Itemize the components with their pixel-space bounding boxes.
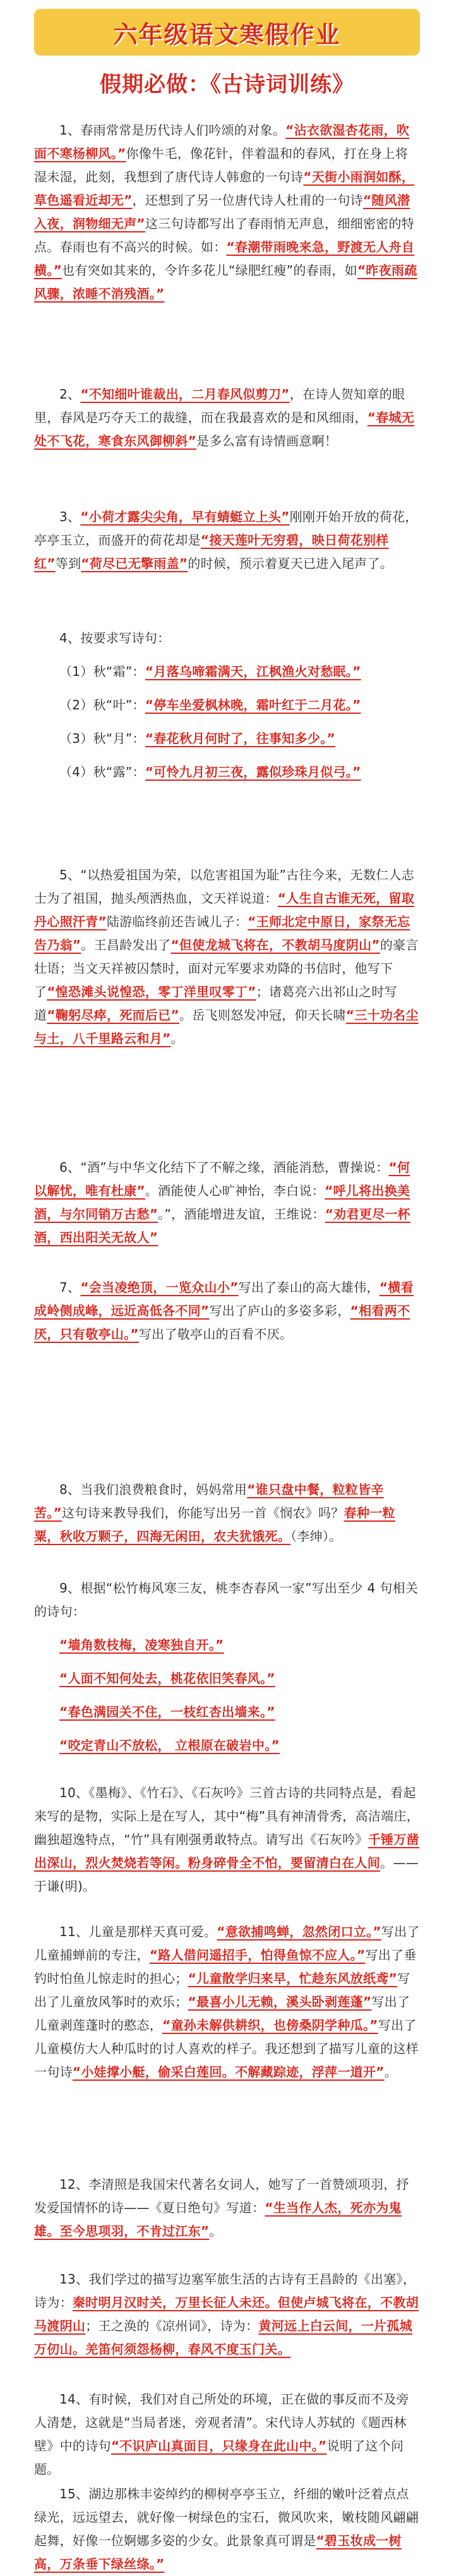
poem-answer: 秦时明月汉时关，万里长征人未还。但使卢城飞将在，不教胡马渡阴山 — [34, 2295, 419, 2333]
poem-answer: “人生自古谁无死，留取丹心照汗青” — [34, 891, 415, 929]
poem-answer: “何以解忧，唯有杜康” — [34, 1160, 410, 1198]
question-text: 10、《墨梅》、《竹石》、《石灰吟》三首古诗的共同特点是，看起来写的是物，实际上是在写人，其中“梅”具有神清骨秀，高洁端庄，幽独超逸特点，“竹”具有刚强勇敢特点。请写出《石灰吟》 — [34, 1785, 420, 1847]
poem-answer: “会当凌绝顶，一览众山小” — [80, 1280, 239, 1295]
question-2 — [34, 383, 420, 453]
question-text: 写出了儿童模仿大人种瓜时的讨人喜欢的样子。我还想到了描写儿童的这样一句诗 — [34, 2018, 419, 2079]
poem-answer: “人面不知何处去，桃花依旧笑春风。” — [59, 1671, 275, 1686]
poem-answer: “小娃撑小艇，偷采白莲回。不解藏踪迹，浮萍一道开” — [72, 2064, 385, 2079]
question-text: 。——于谦(明)。 — [34, 1855, 419, 1894]
question-9 — [34, 1577, 420, 1757]
answer-line — [34, 761, 420, 784]
question-text: 8、当我们浪费粮食时，妈妈常用 — [59, 1482, 248, 1497]
poem-answer: “鞠躬尽瘁，死而后已” — [47, 1008, 179, 1023]
question-14 — [34, 2388, 420, 2481]
item-label: （3）秋“月”： — [59, 731, 145, 746]
question-text: 是多么富有诗情画意啊！ — [196, 433, 338, 448]
question-10 — [34, 1781, 420, 1898]
question-text: 13、我们学过的描写边塞军旅生活的古诗有王昌龄的《出塞》，诗为： — [34, 2272, 416, 2310]
question-text: 14、有时候，我们对自己所处的环境，正在做的事反而不及旁人清楚，这就是“当局者迷，旁观者清”。宋代诗人苏轼的《题西林壁》中的诗句 — [34, 2392, 409, 2453]
poem-answer: “最喜小儿无赖，溪头卧剥莲蓬” — [188, 1994, 372, 2009]
answer-line — [34, 660, 420, 683]
question-text: ，还想到了另一位唐代诗人杜甫的一句诗 — [132, 193, 363, 208]
poem-answer: “天街小雨润如酥，草色遥看近却无” — [34, 169, 415, 208]
poem-answer: “童孙未解供耕织，也傍桑阴学种瓜。” — [162, 2018, 378, 2033]
question-text: 的豪言壮语；当文天祥被囚禁时，面对元军要求劝降的书信时，他写下了 — [34, 937, 419, 999]
poem-answer: “接天莲叶无穷碧，映日荷花别样红” — [34, 533, 389, 571]
poem-answer: “沾衣欲湿杏花雨，吹面不寒杨柳风。” — [34, 123, 410, 161]
poem-answer: “横看成岭侧成峰，远近高低各不同” — [34, 1280, 414, 1318]
poem-answer: “意欲捕鸣蝉，忽然闭口立。” — [217, 1924, 381, 1939]
poem-answer: “昨夜雨疏风骤，浓睡不消残酒。” — [34, 263, 417, 301]
question-text: 11、儿童是那样天真可爱。 — [59, 1924, 217, 1939]
question-text: ；王之涣的《凉州词》，诗为： — [85, 2318, 259, 2333]
question-text: 说明了这个问题。 — [34, 2438, 404, 2477]
question-text: 。 — [170, 1031, 184, 1046]
item-label: （4）秋“露”： — [59, 764, 145, 779]
item-label: （2）秋“叶”： — [59, 697, 145, 713]
question-text: ；诸葛亮六出祁山之时写道 — [34, 984, 398, 1023]
answer-line — [34, 694, 420, 717]
poem-answer: “王师北定中原日，家祭无忘告乃翁” — [34, 914, 410, 953]
poem-answer: “呼儿将出换美酒，与尔同销万古愁” — [34, 1183, 410, 1222]
question-text: 。 — [384, 2064, 398, 2079]
question-text: 这三句诗都写出了春雨悄无声息，细细密密的特点。春雨也有不高兴的时候。如： — [34, 216, 415, 255]
poem-answer: “春色满园关不住，一枝红杏出墙来。” — [59, 1704, 275, 1719]
poem-answer: “停车坐爱枫林晚，霜叶红于二月花。” — [145, 697, 361, 713]
page-subtitle: 假期必做：《古诗词训练》 — [100, 72, 354, 97]
poem-answer: “随风潜入夜，润物细无声” — [34, 193, 410, 231]
question-12 — [34, 2173, 420, 2243]
poem-answer: “不知细叶谁裁出，二月春风似剪刀” — [80, 387, 290, 402]
question-text: 2、 — [59, 387, 81, 402]
question-text: 。酒能使人心旷神怡，李白说： — [145, 1183, 325, 1198]
question-text: 。岳飞则怒发冲冠，仰天长啸 — [179, 1008, 346, 1023]
question-text: 6、“酒”与中华文化结下了不解之缘，酒能消愁，曹操说： — [59, 1160, 389, 1175]
poem-answer: “春花秋月何时了，往事知多少。” — [145, 731, 335, 746]
poem-answer: “墙角数枝梅，凌寒独自开。” — [59, 1637, 224, 1652]
question-text: 1、春雨常常是历代诗人们吟颂的对象。 — [59, 123, 286, 138]
question-text: 写出了儿童剥莲蓬时的憨态， — [34, 1994, 410, 2033]
poem-answer: “月落乌啼霜满天，江枫渔火对愁眠。” — [145, 664, 361, 679]
poem-answer: “可怜九月初三夜，露似珍珠月似弓。” — [145, 764, 361, 779]
question-text: 9、根据“松竹梅风寒三友，桃李杏春风一家”写出至少 4 句相关的诗句： — [34, 1580, 419, 1619]
answer-line — [34, 727, 420, 750]
question-text: （李绅）。 — [290, 1529, 342, 1544]
page-title: 六年级语文寒假作业 — [113, 20, 341, 49]
title-banner — [34, 9, 420, 56]
poem-answer: “儿童散学归来早，忙趁东风放纸鸢” — [188, 1971, 397, 1986]
question-text: 刚刚开始开放的荷花，亭亭玉立，而盛开的荷花却是 — [34, 509, 418, 548]
poem-answer: “咬定青山不放松， 立根原在破岩中。” — [59, 1738, 280, 1753]
question-text: 你像牛毛，像花针，伴着温和的春风，打在身上将湿未湿，此刻，我想到了唐代诗人韩愈的一句诗 — [34, 146, 409, 184]
poem-answer: “相看两不厌，只有敬亭山。” — [34, 1303, 410, 1342]
poem-answer: “春城无处不飞花，寒食东风御柳斜” — [34, 410, 415, 448]
question-8 — [34, 1478, 420, 1548]
question-11 — [34, 1920, 420, 2084]
question-5 — [34, 864, 420, 1050]
poem-answer: 春种一粒粟，秋收万颗子，四海无闲田，农夫犹饿死。 — [34, 1505, 395, 1544]
question-text: 等到 — [55, 556, 81, 571]
poem-answer: 黄河远上白云间，一片孤城万仞山。羌笛何须怨杨柳，春风不度玉门关。 — [34, 2318, 413, 2357]
question-text: 写出了垂钓时怕鱼儿惊走时的担心； — [34, 1947, 417, 1986]
poem-answer: “生当作人杰，死亦为鬼雄。至今思项羽，不肯过江东” — [34, 2200, 402, 2239]
poem-answer: “路人借问遥招手，怕得鱼惊不应人。” — [149, 1947, 366, 1963]
question-text: 3、 — [59, 509, 81, 524]
question-13 — [34, 2268, 420, 2361]
poem-answer: “惶恐滩头说惶恐，零丁洋里叹零丁” — [47, 984, 256, 999]
question-text: 。”，酒能增进友谊，王维说： — [158, 1207, 325, 1222]
question-text: 。王昌龄发出了 — [81, 937, 171, 953]
question-15 — [34, 2483, 420, 2576]
question-7 — [34, 1276, 420, 1346]
question-text: 4、按要求写诗句： — [59, 630, 170, 646]
question-text: 。 — [209, 2224, 222, 2239]
question-text: 写出了敬亭山的百看不厌。 — [138, 1327, 293, 1342]
question-text: 这句诗来教导我们，你能写出另一首《悯农》吗？ — [62, 1505, 344, 1520]
question-text: 写出了儿童捕蝉前的专注， — [34, 1924, 420, 1963]
poem-answer: “三十功名尘与土，八千里路云和月” — [34, 1008, 419, 1046]
item-label: （1）秋“霜”： — [59, 664, 145, 679]
question-text: 12、李清照是我国宋代著名女词人，她写了一首赞颂项羽，抒发爱国情怀的诗——《夏日绝句》写道： — [34, 2177, 409, 2215]
question-text: 的时候，预示着夏天已进入尾声了。 — [188, 556, 393, 571]
question-4 — [34, 627, 420, 784]
question-text: 写出了泰山的高大雄伟， — [238, 1280, 379, 1295]
poem-answer: 千锤万凿出深山，烈火焚烧若等闲。粉身碎骨全不怕，要留清白在人间 — [34, 1832, 420, 1870]
question-text: 写出了儿童放风筝时的欢乐； — [34, 1971, 410, 2009]
poem-answer: “谁只盘中餐，粒粒皆辛苦。” — [34, 1482, 384, 1520]
question-text: 7、 — [59, 1280, 81, 1295]
poem-answer: “春潮带雨晚来急，野渡无人舟自横。” — [34, 239, 415, 278]
question-text: ，在诗人贺知章的眼里，春风是巧夺天工的裁缝，而在我最喜欢的是和风细雨， — [34, 387, 405, 425]
poem-answer: “小荷才露尖尖角，早有蜻蜓立上头” — [80, 509, 290, 524]
question-text: 15、湖边那株丰姿绰约的柳树亭亭玉立，纤细的嫩叶泛着点点绿光，远远望去，就好像一树绿色的宝石，微风吹来，嫩枝随风翩翩起舞，好像一位婀娜多姿的少女。此景象真可谓是 — [34, 2486, 419, 2548]
poem-answer: “但使龙城飞将在，不教胡马度阴山” — [170, 937, 380, 953]
question-text: 写出了庐山的多姿多彩， — [209, 1303, 350, 1318]
question-3 — [34, 505, 420, 575]
question-6 — [34, 1156, 420, 1249]
question-text: 5、“以热爱祖国为荣，以危害祖国为耻”古往今来，无数仁人志士为了祖国，抛头颅洒热血，文天祥说道： — [34, 867, 415, 906]
question-text: 也有突如其来的，令许多花儿“绿肥红瘦”的春雨，如 — [62, 263, 357, 278]
poem-answer: “不识庐山真面目，只缘身在此山中。” — [111, 2438, 327, 2453]
poem-answer: “劝君更尽一杯酒，西出阳关无故人” — [34, 1207, 410, 1245]
question-text: 陆游临终前还告诫儿子： — [106, 914, 248, 929]
question-1 — [34, 119, 420, 306]
poem-answer: “碧玉妆成一树高，万条垂下绿丝绦。” — [34, 2533, 402, 2572]
poem-answer: “荷尽已无擎雨盖” — [81, 556, 188, 571]
